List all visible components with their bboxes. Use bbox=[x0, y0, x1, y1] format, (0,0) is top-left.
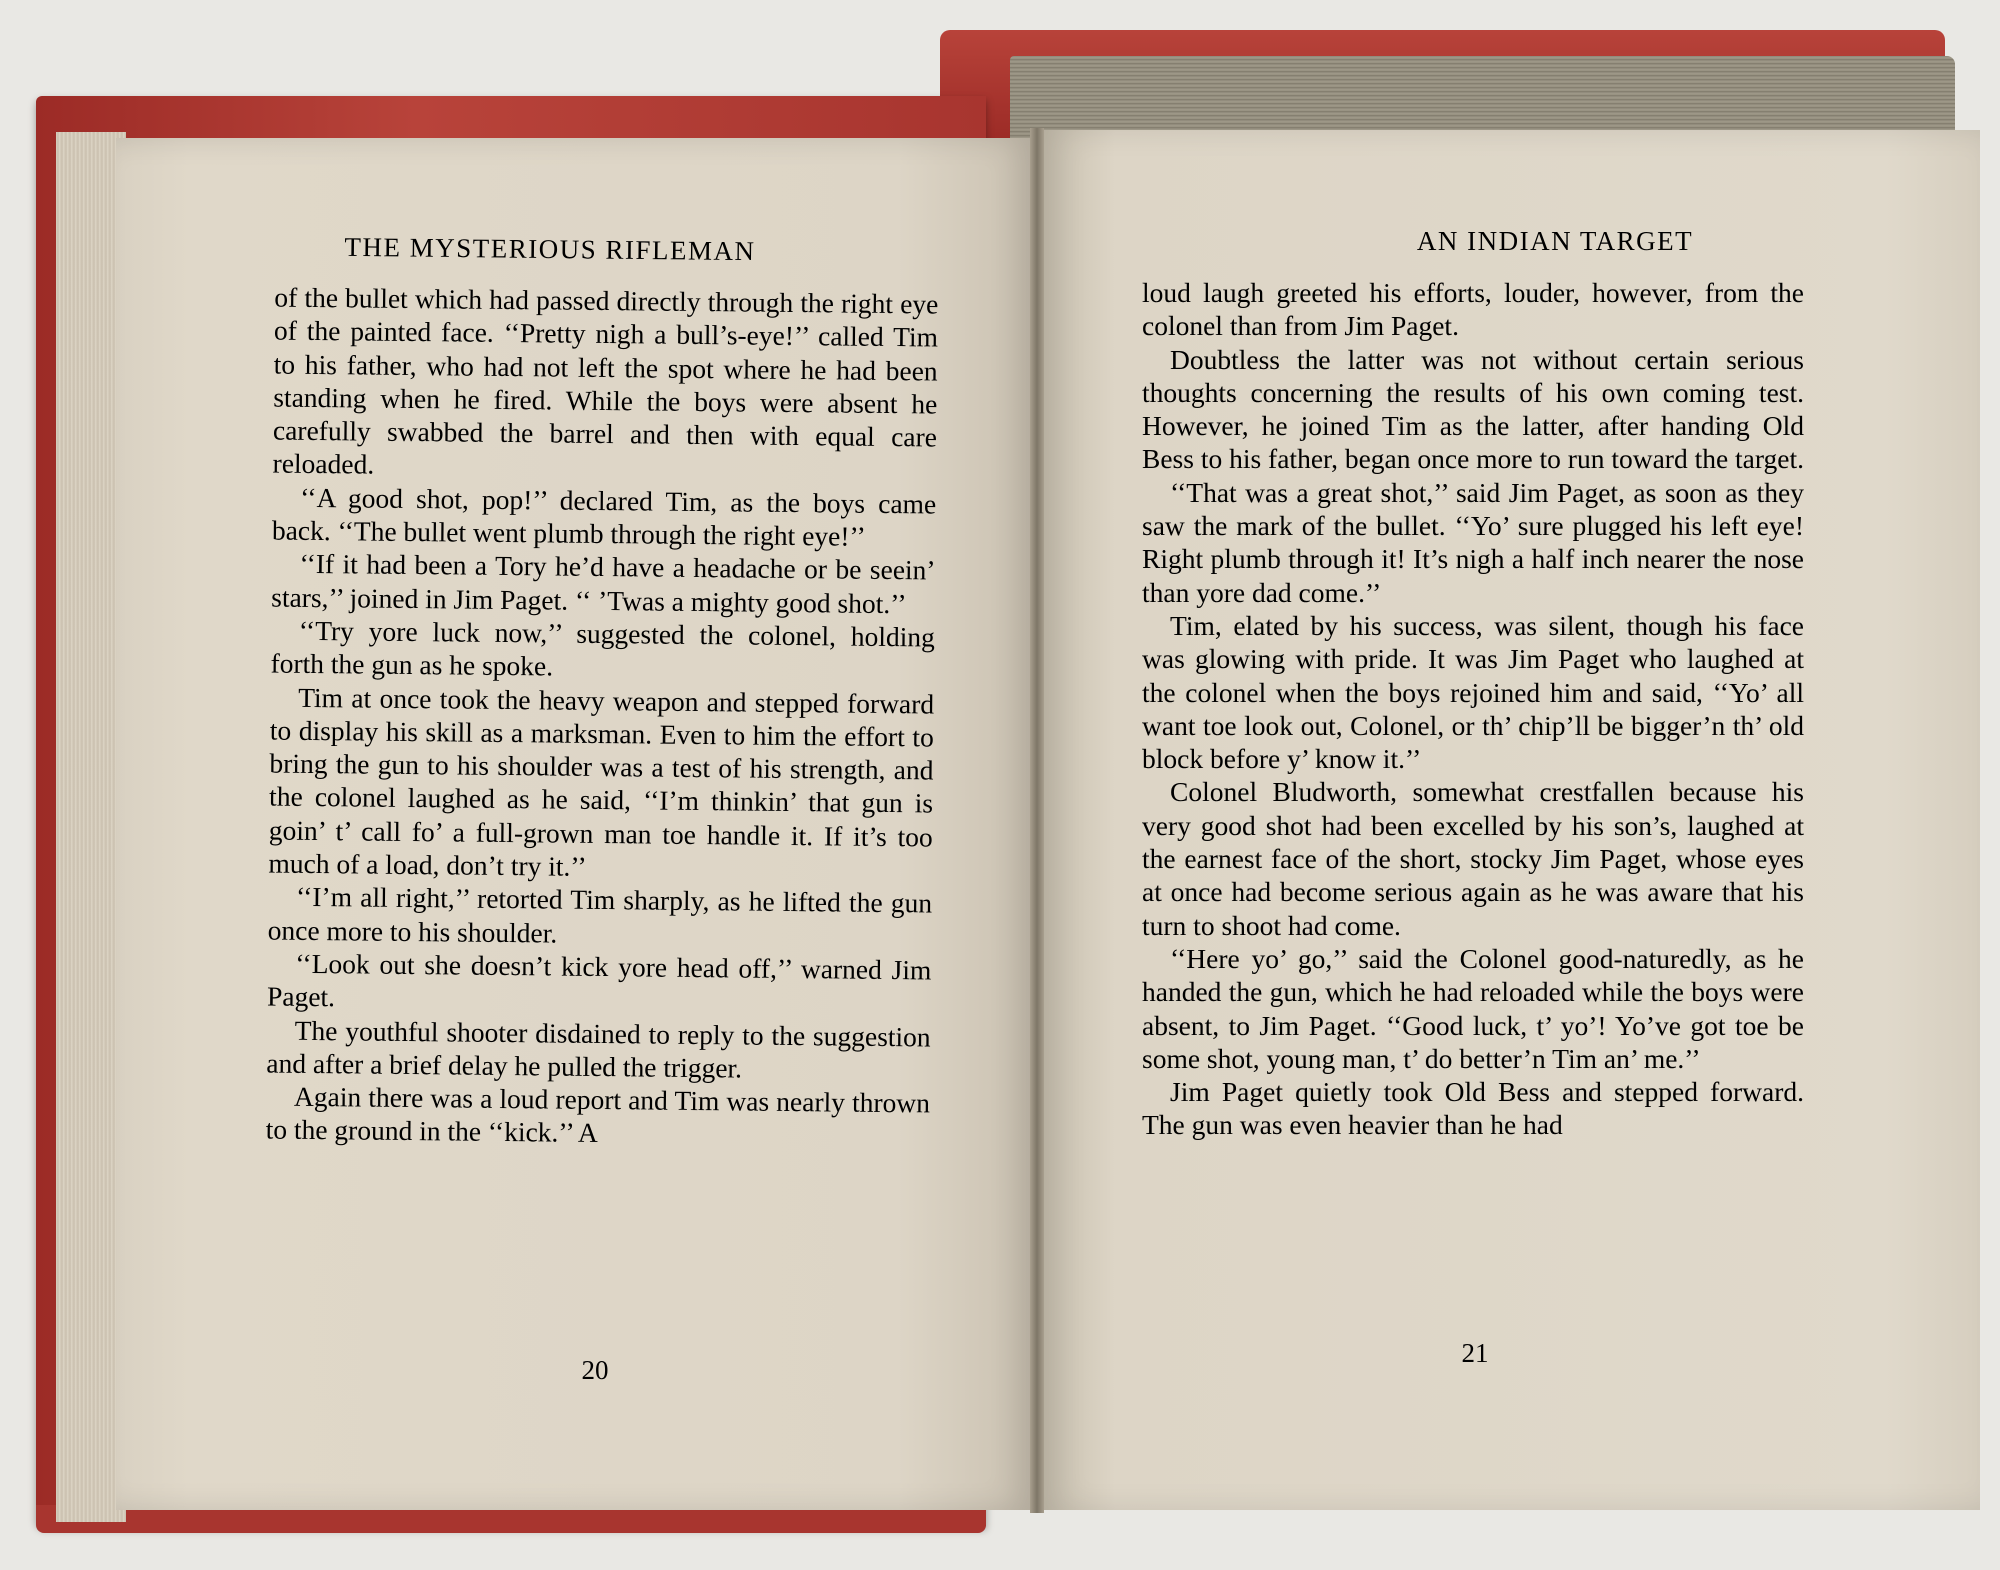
right-page-number: 21 bbox=[1461, 1338, 1489, 1368]
paragraph: ‘‘Here yo’ go,’’ said the Colonel good-naturedly, as he handed the gun, which he had reloaded while the boys were absent, to Jim Paget. ‘‘Good luck, t’ yo’! Yo’ve got toe be some shot, young man, t’ do better’n Tim an’ me.’’ bbox=[1142, 942, 1804, 1074]
left-page-number: 20 bbox=[581, 1355, 609, 1385]
paragraph: Tim, elated by his success, was silent, though his face was glowing with pride. It was Jim Paget who laughed at the colonel when the boys rejoined him and said, ‘‘Yo’ all want toe look out, Colonel, or th’ chip’ll be bigger’n th’ old block before y’ know it.’’ bbox=[1142, 609, 1804, 775]
paragraph: Colonel Bludworth, somewhat crestfallen because his very good shot had been excelled by his son’s, laughed at the earnest face of the short, stocky Jim Paget, whose eyes at once had become serious again as he was aware that his turn to shoot had come. bbox=[1142, 776, 1804, 941]
paragraph: Doubtless the latter was not without certain serious thoughts concerning the results of his own coming test. However, he joined Tim as the latter, after handing Old Bess to his father, began once more to run toward the target. bbox=[1142, 343, 1805, 475]
left-running-head: THE MYSTERIOUS RIFLEMAN bbox=[344, 231, 756, 267]
paragraph: ‘‘Try yore luck now,’’ suggested the colonel, holding forth the gun as he spoke. bbox=[270, 614, 936, 682]
book-gutter bbox=[1030, 128, 1044, 1513]
right-running-head: AN INDIAN TARGET bbox=[1416, 226, 1694, 256]
paragraph: The youthful shooter disdained to reply to the suggestion and after a brief delay he pulled the trigger. bbox=[266, 1014, 931, 1084]
paragraph: of the bullet which had passed directly through the right eye of the painted face. ‘‘Pretty nigh a bull’s-eye!’’ called Tim to his father, who had not left the spot where he had been standing when he fired. While the boys were absent he carefully swabbed the barrel and then with equal care reloaded. bbox=[272, 281, 939, 481]
paragraph: Again there was a loud report and Tim was nearly thrown to the ground in the ‘‘kick.’’ A bbox=[265, 1080, 931, 1149]
paragraph: ‘‘That was a great shot,’’ said Jim Paget, as soon as they saw the mark of the bullet. ‘‘Yo’ sure plugged his left eye! Right plumb through it! It’s nigh a half inch nearer the nose than yore dad come.’’ bbox=[1142, 476, 1804, 608]
paragraph: ‘‘A good shot, pop!’’ declared Tim, as the boys came back. ‘‘The bullet went plumb through the right eye!’’ bbox=[271, 481, 937, 552]
paragraph: ‘‘Look out she doesn’t kick yore head off,’’ warned Jim Paget. bbox=[266, 947, 932, 1013]
paragraph: Jim Paget quietly took Old Bess and stepped forward. The gun was even heavier than he had bbox=[1142, 1076, 1804, 1141]
paragraph: loud laugh greeted his efforts, louder, however, from the colonel than from Jim Paget. bbox=[1142, 277, 1804, 342]
paragraph: ‘‘If it had been a Tory he’d have a headache or be seein’ stars,’’ joined in Jim Paget. ‘‘ ’Twas a mighty good shot.’’ bbox=[271, 548, 936, 619]
right-page-text bbox=[1142, 276, 1804, 1142]
left-page-text bbox=[265, 281, 938, 1154]
paragraph: ‘‘I’m all right,’’ retorted Tim sharply, as he lifted the gun once more to his shoulder. bbox=[267, 881, 933, 949]
paragraph: Tim at once took the heavy weapon and stepped forward to display his skill as a marksman. Even to him the effort to bring the gun to his shoulder was a test of his strength, and the colonel laughed as he said, ‘‘I’m thinkin’ that gun is goin’ t’ call fo’ a full-grown man toe handle it. If it’s too much of a load, don’t try it.’’ bbox=[268, 681, 935, 882]
